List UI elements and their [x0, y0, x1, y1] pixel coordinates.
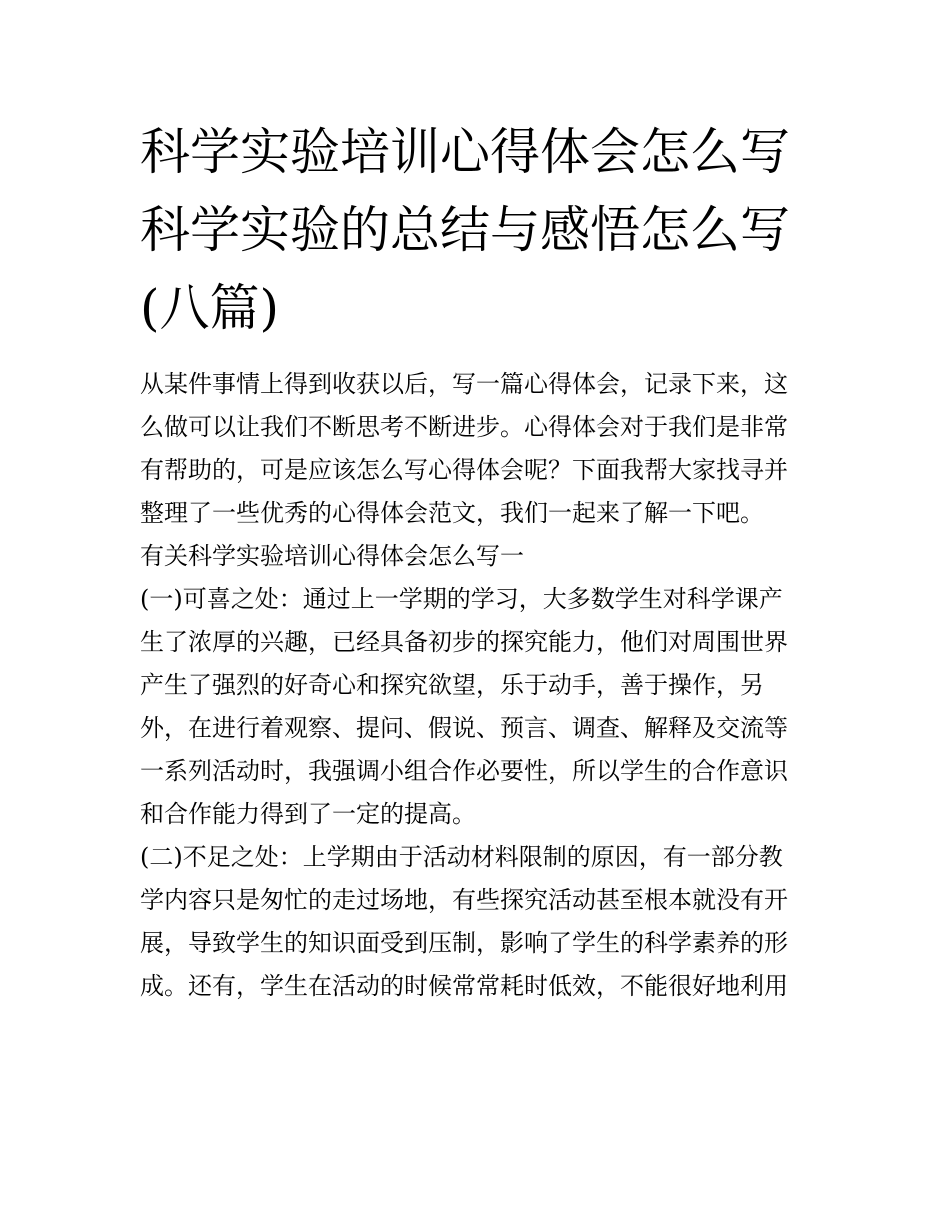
text-line: (二)不足之处：上学期由于活动材料限制的原因，有一部分教: [140, 843, 783, 871]
text-line: 么做可以让我们不断思考不断进步。心得体会对于我们是非常: [140, 413, 788, 441]
title-line: (八篇): [140, 279, 280, 337]
text-line: 展，导致学生的知识面受到压制，影响了学生的科学素养的形: [140, 929, 788, 957]
text-line: 学内容只是匆忙的走过场地，有些探究活动甚至根本就没有开: [140, 886, 788, 914]
text-line: 整理了一些优秀的心得体会范文，我们一起来了解一下吧。: [140, 499, 764, 527]
text-line: 生了浓厚的兴趣，已经具备初步的探究能力，他们对周围世界: [140, 628, 788, 656]
text-line: 成。还有，学生在活动的时候常常耗时低效，不能很好地利用: [140, 972, 788, 1000]
text-line: 外，在进行着观察、提问、假说、预言、调查、解释及交流等: [140, 714, 788, 742]
title-line: 科学实验的总结与感悟怎么写: [140, 201, 790, 259]
text-line: 和合作能力得到了一定的提高。: [140, 800, 476, 828]
section-heading: 有关科学实验培训心得体会怎么写一: [140, 542, 524, 570]
document-title: [140, 113, 820, 347]
text-line: (一)可喜之处：通过上一学期的学习，大多数学生对科学课产: [140, 585, 783, 613]
text-line: 从某件事情上得到收获以后，写一篇心得体会，记录下来，这: [140, 370, 788, 398]
title-line: 科学实验培训心得体会怎么写: [140, 123, 790, 181]
text-line: 有帮助的，可是应该怎么写心得体会呢？下面我帮大家找寻并: [140, 456, 788, 484]
text-line: 一系列活动时，我强调小组合作必要性，所以学生的合作意识: [140, 757, 788, 785]
document-body: [140, 363, 820, 1008]
text-line: 产生了强烈的好奇心和探究欲望，乐于动手，善于操作，另: [140, 671, 764, 699]
document-content: [140, 113, 820, 1008]
